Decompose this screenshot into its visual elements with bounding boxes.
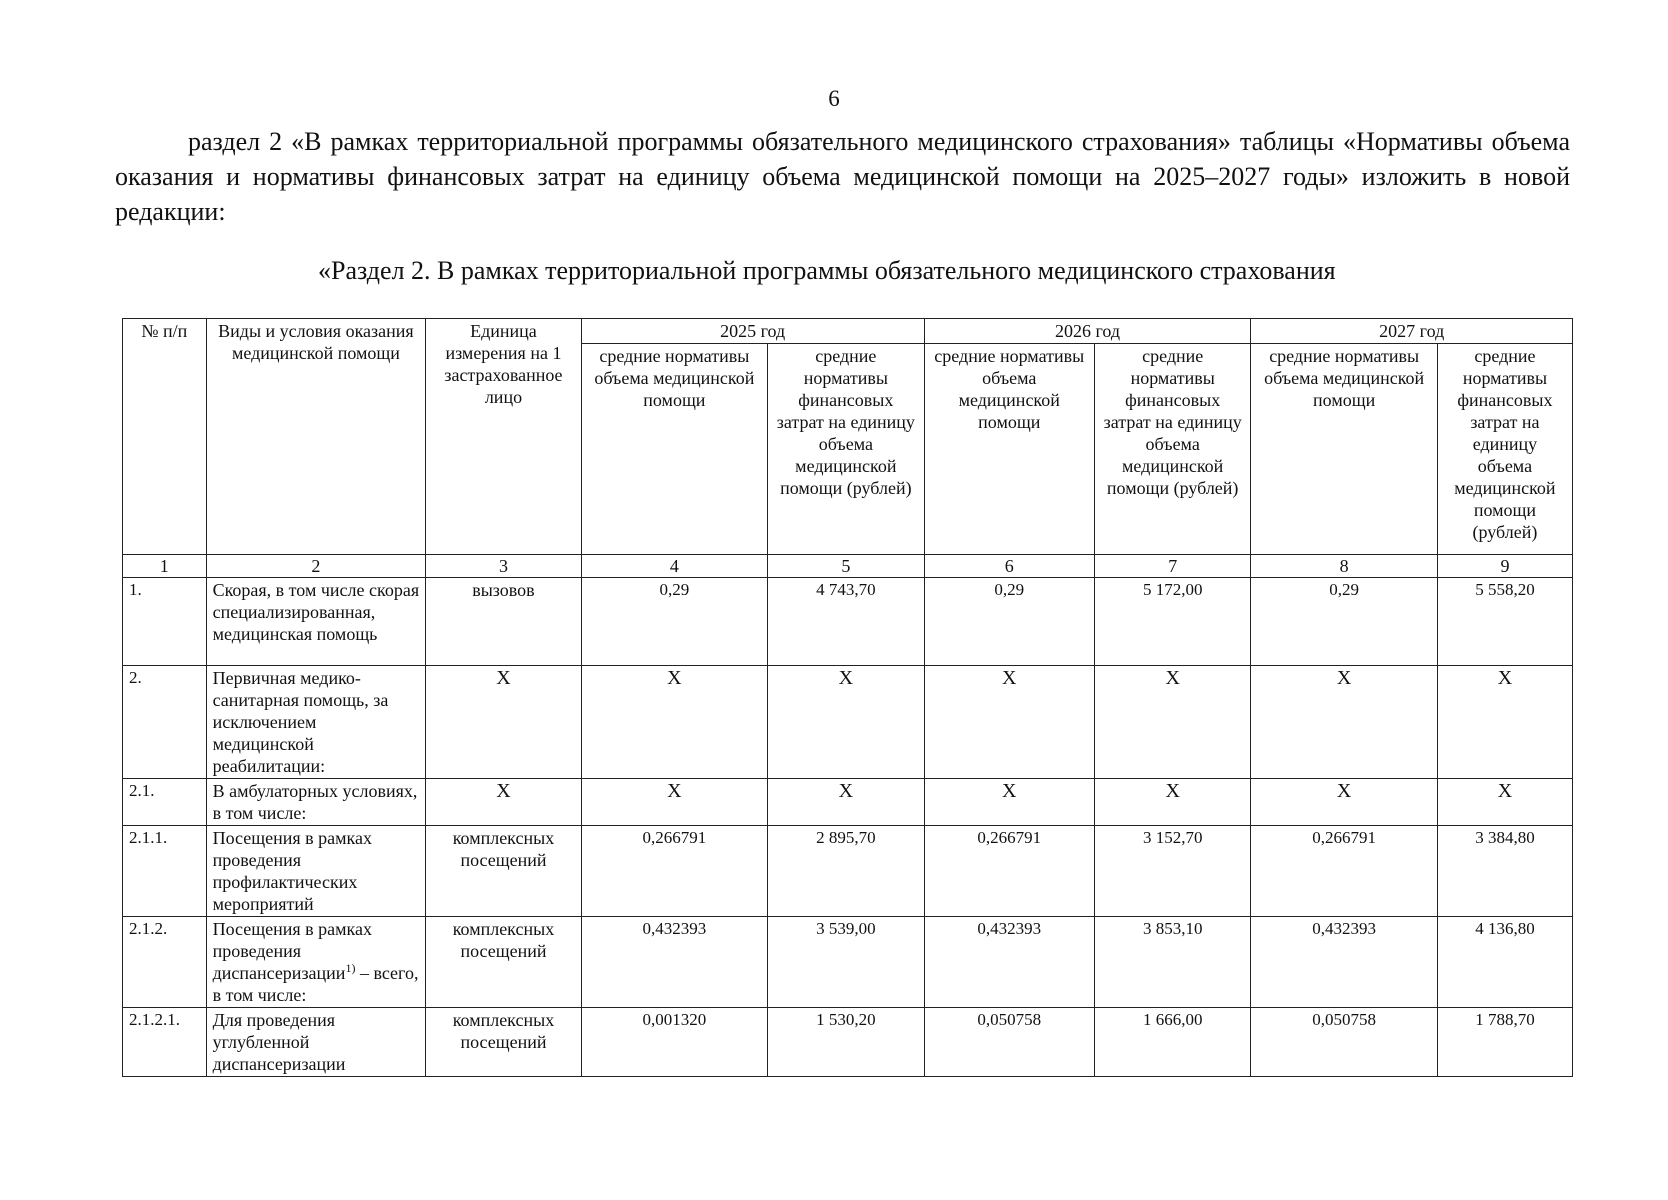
cost-2025: 2 895,70: [768, 826, 924, 917]
volume-2026: 0,050758: [924, 1008, 1094, 1077]
table-row: [123, 917, 1573, 1008]
header-cost-2025: средние нормативы финансовых затрат на единицу объема медицинской помощи (рублей): [768, 344, 924, 555]
header-year-2026: 2026 год: [924, 319, 1251, 344]
column-number: 2: [206, 555, 426, 578]
cost-2025: Х: [768, 779, 924, 826]
row-unit: Х: [426, 666, 581, 779]
volume-2025: Х: [581, 779, 767, 826]
header-kind: Виды и условия оказания медицинской помощи: [206, 319, 426, 555]
volume-2025: 0,432393: [581, 917, 767, 1008]
header-volume-2026: средние нормативы объема медицинской помощи: [924, 344, 1094, 555]
table-row: [123, 779, 1573, 826]
cost-2027: 4 136,80: [1437, 917, 1572, 1008]
volume-2025: Х: [581, 666, 767, 779]
row-number: 1.: [123, 578, 207, 666]
volume-2027: 0,266791: [1251, 826, 1437, 917]
table-title: «Раздел 2. В рамках территориальной программы обязательного медицинского страхования: [318, 256, 1336, 285]
column-number: 7: [1094, 555, 1250, 578]
cost-2027: Х: [1437, 666, 1572, 779]
volume-2025: 0,266791: [581, 826, 767, 917]
cost-2025: 1 530,20: [768, 1008, 924, 1077]
table-row: [123, 826, 1573, 917]
cost-2026: 5 172,00: [1094, 578, 1250, 666]
cost-2027: 5 558,20: [1437, 578, 1572, 666]
row-number: 2.1.2.: [123, 917, 207, 1008]
cost-2025: Х: [768, 666, 924, 779]
row-kind: Первичная медико-санитарная помощь, за исключением медицинской реабилитации:: [206, 666, 426, 779]
cost-2025: 3 539,00: [768, 917, 924, 1008]
header-volume-2025: средние нормативы объема медицинской помощи: [581, 344, 767, 555]
header-unit: Единица измерения на 1 застрахованное лицо: [426, 319, 581, 555]
volume-2026: 0,432393: [924, 917, 1094, 1008]
row-kind: [206, 917, 426, 1008]
volume-2026: 0,29: [924, 578, 1094, 666]
table-row: [123, 578, 1573, 666]
column-number: 8: [1251, 555, 1437, 578]
cost-2027: 1 788,70: [1437, 1008, 1572, 1077]
row-kind: Для проведения углубленной диспансеризации: [206, 1008, 426, 1077]
volume-2027: 0,050758: [1251, 1008, 1437, 1077]
row-kind-tail: – всего, в том числе:: [212, 963, 419, 1005]
row-kind-text: Посещения в рамках проведения диспансеризации: [212, 919, 372, 983]
row-number: 2.: [123, 666, 207, 779]
cost-2026: 3 152,70: [1094, 826, 1250, 917]
page-number: 6: [828, 86, 840, 111]
row-kind: В амбулаторных условиях, в том числе:: [206, 779, 426, 826]
table-row: [123, 1008, 1573, 1077]
column-number: 5: [768, 555, 924, 578]
column-number: 1: [123, 555, 207, 578]
cost-2027: Х: [1437, 779, 1572, 826]
norms-table: [122, 318, 1573, 1077]
volume-2025: 0,29: [581, 578, 767, 666]
volume-2026: Х: [924, 779, 1094, 826]
header-row-years: [123, 319, 1573, 344]
volume-2027: Х: [1251, 779, 1437, 826]
header-volume-2027: средние нормативы объема медицинской помощи: [1251, 344, 1437, 555]
volume-2026: Х: [924, 666, 1094, 779]
row-unit: комплексных посещений: [426, 826, 581, 917]
row-unit: комплексных посещений: [426, 1008, 581, 1077]
footnote-marker: 1): [345, 961, 356, 975]
column-number: 6: [924, 555, 1094, 578]
volume-2027: 0,432393: [1251, 917, 1437, 1008]
volume-2027: 0,29: [1251, 578, 1437, 666]
row-unit: комплексных посещений: [426, 917, 581, 1008]
intro-paragraph: раздел 2 «В рамках территориальной программы обязательного медицинского страхования» таблицы «Нормативы объема оказания и нормативы финансовых затрат на единицу объема медицинской помощи на 2025–2027 годы» изложить в новой редакции:: [115, 127, 1570, 226]
volume-2025: 0,001320: [581, 1008, 767, 1077]
header-cost-2027: средние нормативы финансовых затрат на единицу объема медицинской помощи (рублей): [1437, 344, 1572, 555]
row-unit: вызовов: [426, 578, 581, 666]
cost-2026: Х: [1094, 779, 1250, 826]
column-number: 3: [426, 555, 581, 578]
cost-2026: 3 853,10: [1094, 917, 1250, 1008]
volume-2026: 0,266791: [924, 826, 1094, 917]
row-number: 2.1.: [123, 779, 207, 826]
header-year-2027: 2027 год: [1251, 319, 1573, 344]
header-cost-2026: средние нормативы финансовых затрат на единицу объема медицинской помощи (рублей): [1094, 344, 1250, 555]
table-row: [123, 666, 1573, 779]
row-number: 2.1.2.1.: [123, 1008, 207, 1077]
cost-2026: Х: [1094, 666, 1250, 779]
column-number: 4: [581, 555, 767, 578]
cost-2026: 1 666,00: [1094, 1008, 1250, 1077]
row-kind: Скорая, в том числе скорая специализированная, медицинская помощь: [206, 578, 426, 666]
cost-2025: 4 743,70: [768, 578, 924, 666]
header-no: № п/п: [123, 319, 207, 555]
volume-2027: Х: [1251, 666, 1437, 779]
column-number-row: [123, 555, 1573, 578]
cost-2027: 3 384,80: [1437, 826, 1572, 917]
row-kind: Посещения в рамках проведения профилактических мероприятий: [206, 826, 426, 917]
row-unit: Х: [426, 779, 581, 826]
row-number: 2.1.1.: [123, 826, 207, 917]
column-number: 9: [1437, 555, 1572, 578]
header-year-2025: 2025 год: [581, 319, 924, 344]
